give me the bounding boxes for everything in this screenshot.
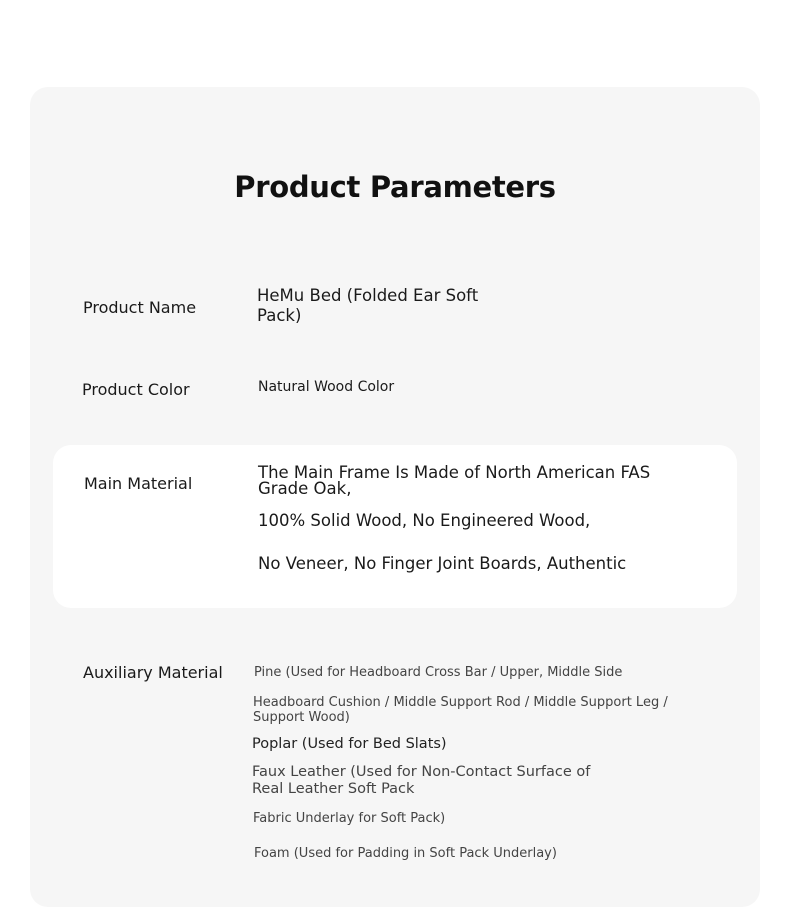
product-name-label: Product Name bbox=[83, 298, 197, 317]
auxiliary-material-label: Auxiliary Material bbox=[83, 663, 223, 682]
product-name-line: Pack) bbox=[257, 306, 302, 325]
main-material-line: Grade Oak, bbox=[258, 479, 352, 498]
auxiliary-material-line: Support Wood) bbox=[253, 710, 350, 725]
product-name-line: HeMu Bed (Folded Ear Soft bbox=[257, 286, 479, 305]
main-material-line: The Main Frame Is Made of North American FAS bbox=[258, 463, 651, 482]
page-title: Product Parameters bbox=[234, 170, 556, 204]
main-material-label: Main Material bbox=[84, 474, 193, 493]
auxiliary-material-item: Poplar (Used for Bed Slats) bbox=[252, 736, 447, 752]
auxiliary-material-item: Foam (Used for Padding in Soft Pack Underlay) bbox=[254, 846, 557, 861]
main-material-line: No Veneer, No Finger Joint Boards, Authentic bbox=[258, 554, 627, 573]
auxiliary-material-line: Real Leather Soft Pack bbox=[252, 781, 415, 797]
auxiliary-material-item: Fabric Underlay for Soft Pack) bbox=[253, 811, 446, 826]
product-color-label: Product Color bbox=[82, 380, 190, 399]
product-name-value bbox=[257, 286, 478, 326]
auxiliary-material-item: Pine (Used for Headboard Cross Bar / Upper, Middle Side bbox=[254, 665, 623, 680]
auxiliary-material-item bbox=[253, 695, 668, 725]
auxiliary-material-item bbox=[252, 764, 590, 798]
product-color-value: Natural Wood Color bbox=[258, 379, 395, 395]
main-material-value bbox=[258, 465, 650, 497]
auxiliary-material-line: Headboard Cushion / Middle Support Rod / Middle Support Leg / bbox=[253, 695, 668, 710]
auxiliary-material-line: Faux Leather (Used for Non-Contact Surface of bbox=[252, 764, 591, 780]
main-material-line: 100% Solid Wood, No Engineered Wood, bbox=[258, 511, 591, 530]
